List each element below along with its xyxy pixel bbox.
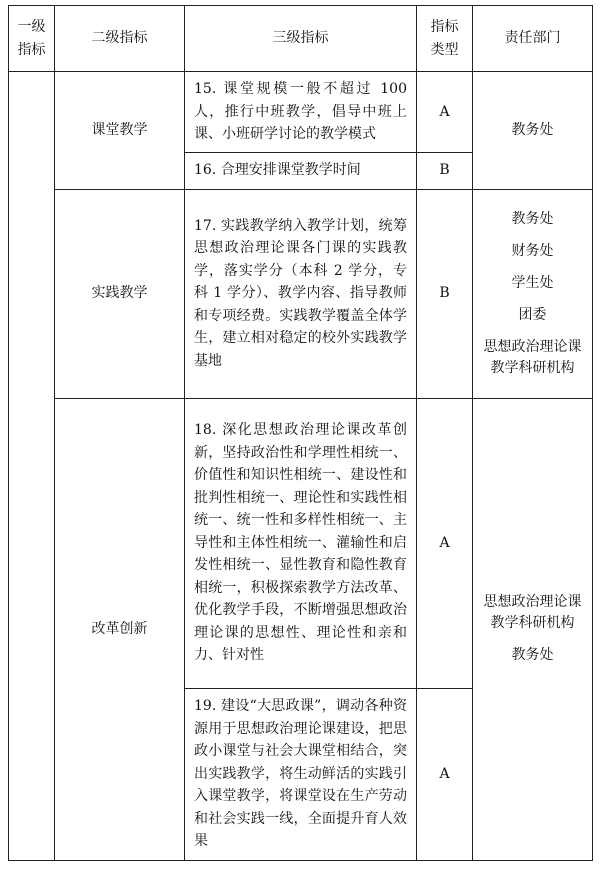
level1-cell — [9, 72, 55, 861]
dept-cell — [473, 398, 593, 860]
level3-cell: 18. 深化思想政治理论课改革创新，坚持政治性和学理性相统一、价值性和知识性相统一、建设性和批判性相统一、理论性和实践性相统一、统一性和多样性相统一、主导性和主体性相统一、灌输性和启发性相统一、显性教育和隐性教育相统一，积极探索教学方法改革、优化教学手段，不断增强思想政治理论课的思想性、理论性和亲和力、针对性 — [185, 398, 417, 688]
dept-name: 思想政治理论课教学科研机构 — [483, 338, 582, 376]
dept-name: 教务处 — [511, 210, 554, 227]
dept-name: 团委 — [518, 306, 547, 323]
type-cell: A — [417, 398, 473, 688]
level3-cell: 17. 实践教学纳入教学计划，统筹思想政治理论课各门课的实践教学，落实学分（本科 2 学分，专科 1 学分）、教学内容、指导教师和专项经费。实践教学覆盖全体学生，建立相对稳定的校外实践教学基地 — [185, 189, 417, 398]
level2-cell: 改革创新 — [55, 398, 185, 860]
dept-cell — [473, 72, 593, 190]
level3-cell: 15. 课堂规模一般不超过 100 人，推行中班教学，倡导中班上课、小班研学讨论的教学模式 — [185, 72, 417, 153]
header-level1: 一级指标 — [9, 6, 55, 72]
type-cell: A — [417, 72, 473, 153]
dept-name: 财务处 — [511, 242, 554, 259]
header-type: 指标类型 — [417, 6, 473, 72]
type-cell: B — [417, 152, 473, 189]
level3-cell: 19. 建设“大思政课”，调动各种资源用于思想政治理论课建设，把思政小课堂与社会大课堂相结合，突出实践教学，将生动鲜活的实践引入课堂教学，将课堂设在生产劳动和社会实践一线，全面提升育人效果 — [185, 688, 417, 860]
indicator-table — [8, 5, 593, 861]
dept-name: 思想政治理论课教学科研机构 — [483, 594, 582, 631]
type-cell: B — [417, 189, 473, 398]
dept-cell — [473, 189, 593, 398]
header-level3: 三级指标 — [185, 6, 417, 72]
table-row — [9, 398, 593, 688]
dept-name: 教务处 — [511, 121, 554, 138]
header-level2: 二级指标 — [55, 6, 185, 72]
dept-name: 学生处 — [511, 274, 554, 291]
header-row — [9, 6, 593, 72]
table-row — [9, 72, 593, 153]
table-row — [9, 189, 593, 398]
dept-name: 教务处 — [511, 647, 554, 663]
level2-cell: 实践教学 — [55, 189, 185, 398]
level3-cell: 16. 合理安排课堂教学时间 — [185, 152, 417, 189]
type-cell: A — [417, 688, 473, 860]
header-dept: 责任部门 — [473, 6, 593, 72]
level2-cell: 课堂教学 — [55, 72, 185, 190]
